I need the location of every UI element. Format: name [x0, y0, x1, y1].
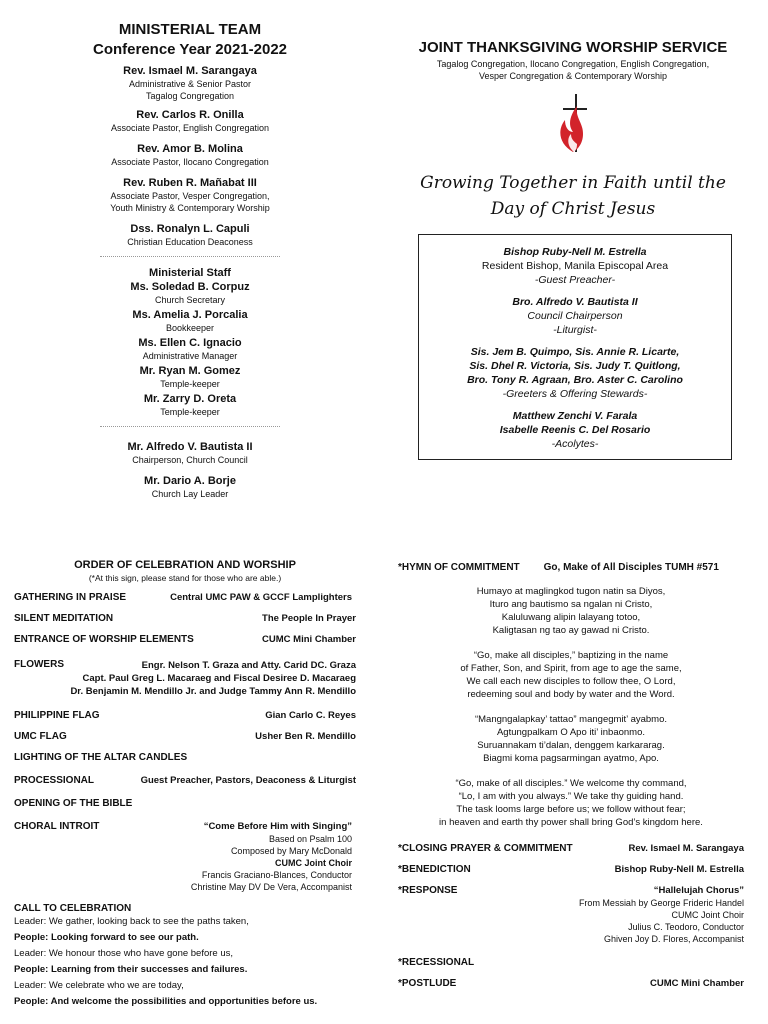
pastor-role: Youth Ministry & Contemporary Worship: [110, 203, 270, 213]
litany-line: [14, 930, 356, 946]
order-item-label: *RESPONSE: [398, 885, 458, 896]
order-item-label: LIGHTING OF THE ALTAR CANDLES: [14, 752, 188, 763]
litany-text: Looking forward to see our path.: [50, 932, 199, 943]
team-year: Conference Year 2021-2022: [92, 41, 288, 58]
verse-line: Humayo at maglingkod tugon natin sa Diyos,: [476, 586, 666, 597]
staff-role: Temple-keeper: [160, 407, 220, 417]
order-item: [14, 752, 356, 763]
hymn-verse: [398, 777, 744, 829]
order-item: [398, 978, 744, 989]
pastor-name: Rev. Ismael M. Sarangaya: [123, 65, 257, 77]
divider: [100, 256, 280, 258]
introit-credit: Francis Graciano-Blances, Conductor: [201, 870, 352, 880]
order-item-label: *CLOSING PRAYER & COMMITMENT: [398, 843, 573, 854]
pastor-role: Administrative & Senior Pastor: [128, 79, 252, 89]
participant-role: -Acolytes-: [551, 438, 599, 450]
staff-name: Ms. Ellen C. Ignacio: [138, 337, 242, 349]
response-line: Julius C. Teodoro, Conductor: [628, 922, 744, 932]
staff-name: Mr. Ryan M. Gomez: [139, 365, 241, 377]
litany-speaker: People:: [14, 932, 49, 943]
response-details: [579, 885, 744, 945]
order-item: [14, 798, 356, 809]
pastor-entry: [30, 64, 350, 102]
order-of-worship-section: [14, 558, 356, 1010]
order-item-value: Central UMC PAW & GCCF Lamplighters: [170, 592, 352, 603]
order-item-label: CHORAL INTROIT: [14, 821, 100, 832]
litany-speaker: Leader:: [14, 916, 47, 927]
service-subtitle: Vesper Congregation & Contemporary Worship: [479, 71, 667, 81]
hymn-verse: [398, 585, 744, 637]
participant-role: -Liturgist-: [553, 324, 597, 336]
order-item-label: UMC FLAG: [14, 731, 67, 742]
pastor-role: Associate Pastor, Vesper Congregation,: [110, 191, 270, 201]
staff-title: Ministerial Staff: [149, 267, 231, 279]
litany-text: And welcome the possibilities and opportunities before us.: [50, 996, 318, 1007]
response-title: “Hallelujah Chorus”: [653, 885, 744, 896]
flowers-donor: Capt. Paul Greg L. Macaraeg and Fiscal Desiree D. Macaraeg: [82, 673, 356, 684]
participant-name: Isabelle Reenis C. Del Rosario: [499, 424, 651, 436]
litany-speaker: Leader:: [14, 980, 47, 991]
lay-name: Mr. Dario A. Borje: [144, 475, 236, 487]
staff-role: Church Secretary: [154, 295, 226, 305]
participant-name: Bro. Tony R. Agraan, Bro. Aster C. Carolino: [467, 374, 683, 386]
hymn-verse: [398, 713, 744, 765]
litany-text: We honour those who have gone before us,: [48, 948, 234, 959]
participant-role: -Greeters & Offering Stewards-: [502, 388, 648, 400]
staff-entry: [30, 336, 350, 362]
participant-name: Matthew Zenchi V. Farala: [512, 410, 638, 422]
greeters: [427, 345, 723, 401]
verse-line: We call each new disciples to follow thee, O Lord,: [466, 676, 676, 687]
participant-name: Bro. Alfredo V. Bautista II: [512, 296, 638, 308]
staff-entry: [30, 364, 350, 390]
order-item-value: CUMC Mini Chamber: [262, 634, 356, 645]
guest-preacher: [427, 245, 723, 287]
lay-entry: [30, 440, 350, 466]
pastor-role: Tagalog Congregation: [145, 91, 235, 101]
staff-entry: [30, 280, 350, 306]
litany-line: [14, 994, 356, 1010]
order-item: [14, 710, 356, 721]
order-item: [14, 903, 356, 914]
response-line: CUMC Joint Choir: [671, 910, 744, 920]
litany-line: [14, 946, 356, 962]
verse-line: “Go, make of all disciples.” We welcome thy command,: [455, 778, 687, 789]
staff-name: Ms. Soledad B. Corpuz: [130, 281, 250, 293]
service-title: JOINT THANKSGIVING WORSHIP SERVICE: [418, 39, 728, 56]
verse-line: Kaligtasan ng tao ay gawad ni Cristo.: [492, 625, 650, 636]
order-item-label: PROCESSIONAL: [14, 775, 95, 786]
litany-text: We celebrate who we are today,: [48, 980, 184, 991]
verse-line: “Lo, I am with you always.” We take thy guiding hand.: [458, 791, 684, 802]
litany-speaker: People:: [14, 964, 49, 975]
flowers-donor: Dr. Benjamin M. Mendillo Jr. and Judge Tammy Ann R. Mendillo: [70, 686, 356, 697]
staff-role: Bookkeeper: [165, 323, 215, 333]
flowers-donor: Engr. Nelson T. Graza and Atty. Carid DC. Graza: [141, 660, 356, 671]
verse-line: redeeming soul and body by water and the Word.: [467, 689, 675, 700]
call-to-celebration-litany: [14, 914, 356, 1010]
order-item: [14, 634, 356, 645]
staff-entry: [30, 308, 350, 334]
order-item-value: The People In Prayer: [262, 613, 356, 624]
team-title: MINISTERIAL TEAM: [118, 21, 262, 38]
order-item-value: [70, 659, 356, 698]
order-item-label: CALL TO CELEBRATION: [14, 903, 132, 914]
litany-speaker: Leader:: [14, 948, 47, 959]
verse-line: The task looms large before us; we follow without fear;: [456, 804, 686, 815]
litany-line: [14, 914, 356, 930]
theme-heading: [388, 170, 758, 222]
pastor-entry: [30, 142, 350, 168]
order-item-label: ENTRANCE OF WORSHIP ELEMENTS: [14, 634, 194, 645]
participant-title: Council Chairperson: [527, 310, 623, 322]
lay-name: Mr. Alfredo V. Bautista II: [127, 441, 253, 453]
hymn-verse: [398, 649, 744, 701]
verse-line: Kaluluwang alipin lalayang totoo,: [501, 612, 641, 623]
participant-title: Resident Bishop, Manila Episcopal Area: [481, 260, 669, 272]
introit-line: Composed by Mary McDonald: [230, 846, 352, 856]
order-item-label: OPENING OF THE BIBLE: [14, 798, 133, 809]
order-item-value: Usher Ben R. Mendillo: [255, 731, 356, 742]
litany-text: We gather, looking back to see the paths taken,: [48, 916, 249, 927]
order-item: [398, 843, 744, 854]
staff-entry: [30, 392, 350, 418]
order-item-label: *BENEDICTION: [398, 864, 471, 875]
cross-and-flame-logo: [553, 90, 593, 156]
cross-and-flame-icon: [553, 90, 593, 156]
service-subtitle: Tagalog Congregation, Ilocano Congregation, English Congregation,: [436, 59, 710, 69]
pastor-entry: [30, 222, 350, 248]
order-item-value: Rev. Ismael M. Sarangaya: [628, 843, 744, 854]
order-item: [14, 821, 356, 893]
liturgist: [427, 295, 723, 337]
order-item: [14, 775, 356, 786]
hymn-label: *HYMN OF COMMITMENT: [398, 562, 520, 573]
introit-title: “Come Before Him with Singing”: [203, 821, 352, 832]
service-header-section: [388, 38, 758, 460]
introit-choir: CUMC Joint Choir: [275, 858, 352, 868]
participant-name: Sis. Jem B. Quimpo, Sis. Annie R. Licarte,: [470, 346, 680, 358]
order-item: [14, 731, 356, 742]
order-item: [398, 885, 744, 945]
order-item: [398, 864, 744, 875]
participant-name: Bishop Ruby-Nell M. Estrella: [503, 246, 647, 258]
litany-line: [14, 962, 356, 978]
order-item-value: Bishop Ruby-Nell M. Estrella: [614, 864, 744, 875]
pastor-role: Christian Education Deaconess: [127, 237, 253, 247]
verse-line: Ituro ang bautismo sa ngalan ni Cristo,: [489, 599, 653, 610]
order-item-label: *POSTLUDE: [398, 978, 457, 989]
order-item: [398, 957, 744, 968]
introit-credit: Christine May DV De Vera, Accompanist: [190, 882, 352, 892]
lay-entry: [30, 474, 350, 500]
pastor-name: Rev. Ruben R. Mañabat III: [123, 177, 257, 189]
pastor-name: Dss. Ronalyn L. Capuli: [130, 223, 250, 235]
verse-line: in heaven and earth thy power shall bring God’s kingdom here.: [439, 817, 703, 828]
verse-line: Suruannakam ti’dalan, denggem karkararag.: [477, 740, 665, 751]
introit-details: [191, 821, 352, 893]
staff-role: Temple-keeper: [160, 379, 220, 389]
acolytes: [427, 409, 723, 451]
theme-line: Day of Christ Jesus: [490, 199, 656, 219]
order-item: [14, 659, 356, 698]
response-line: From Messiah by George Frideric Handel: [578, 898, 744, 908]
response-line: Ghiven Joy D. Flores, Accompanist: [603, 934, 744, 944]
hymn-section: [398, 562, 744, 989]
order-title: ORDER OF CELEBRATION AND WORSHIP: [74, 559, 296, 571]
order-item-label: SILENT MEDITATION: [14, 613, 114, 624]
ministerial-team-section: [30, 20, 350, 500]
litany-text: Learning from their successes and failures.: [50, 964, 248, 975]
verse-line: Agtungpalkam O Apo iti’ inbaonmo.: [496, 727, 646, 738]
litany-line: [14, 978, 356, 994]
lay-role: Church Lay Leader: [151, 489, 229, 499]
verse-line: “Mangngalapkay’ tattao” mangegmit’ ayabmo.: [474, 714, 668, 725]
participant-role: -Guest Preacher-: [534, 274, 616, 286]
participants-box: [418, 234, 732, 460]
order-note: (*At this sign, please stand for those who are able.): [88, 573, 282, 583]
staff-name: Mr. Zarry D. Oreta: [143, 393, 237, 405]
introit-line: Based on Psalm 100: [268, 834, 352, 844]
pastor-entry: [30, 176, 350, 214]
verse-line: Biagmi koma pagsarmingan ayatmo, Apo.: [483, 753, 659, 764]
verse-line: of Father, Son, and Spirit, from age to age the same,: [460, 663, 682, 674]
hymn-header: [398, 562, 744, 573]
order-item-label: PHILIPPINE FLAG: [14, 710, 100, 721]
theme-line: Growing Together in Faith until the: [420, 173, 726, 193]
order-item-label: FLOWERS: [14, 659, 64, 670]
order-item-label: GATHERING IN PRAISE: [14, 592, 127, 603]
pastor-role: Associate Pastor, Ilocano Congregation: [111, 157, 269, 167]
lay-role: Chairperson, Church Council: [132, 455, 248, 465]
order-item-label: *RECESSIONAL: [398, 957, 475, 968]
staff-name: Ms. Amelia J. Porcalia: [132, 309, 248, 321]
divider: [100, 426, 280, 428]
verse-line: “Go, make all disciples,” baptizing in the name: [473, 650, 669, 661]
pastor-name: Rev. Amor B. Molina: [137, 143, 243, 155]
order-item-value: Gian Carlo C. Reyes: [265, 710, 356, 721]
order-item: [14, 592, 356, 603]
staff-role: Administrative Manager: [142, 351, 238, 361]
pastor-role: Associate Pastor, English Congregation: [110, 123, 270, 133]
order-item-value: CUMC Mini Chamber: [650, 978, 744, 989]
order-item-value: Guest Preacher, Pastors, Deaconess & Liturgist: [140, 775, 356, 786]
hymn-title: Go, Make of All Disciples TUMH #571: [543, 562, 719, 573]
participant-name: Sis. Dhel R. Victoria, Sis. Judy T. Quitlong,: [469, 360, 681, 372]
pastor-name: Rev. Carlos R. Onilla: [136, 109, 244, 121]
order-item: [14, 613, 356, 624]
litany-speaker: People:: [14, 996, 49, 1007]
pastor-entry: [30, 108, 350, 134]
